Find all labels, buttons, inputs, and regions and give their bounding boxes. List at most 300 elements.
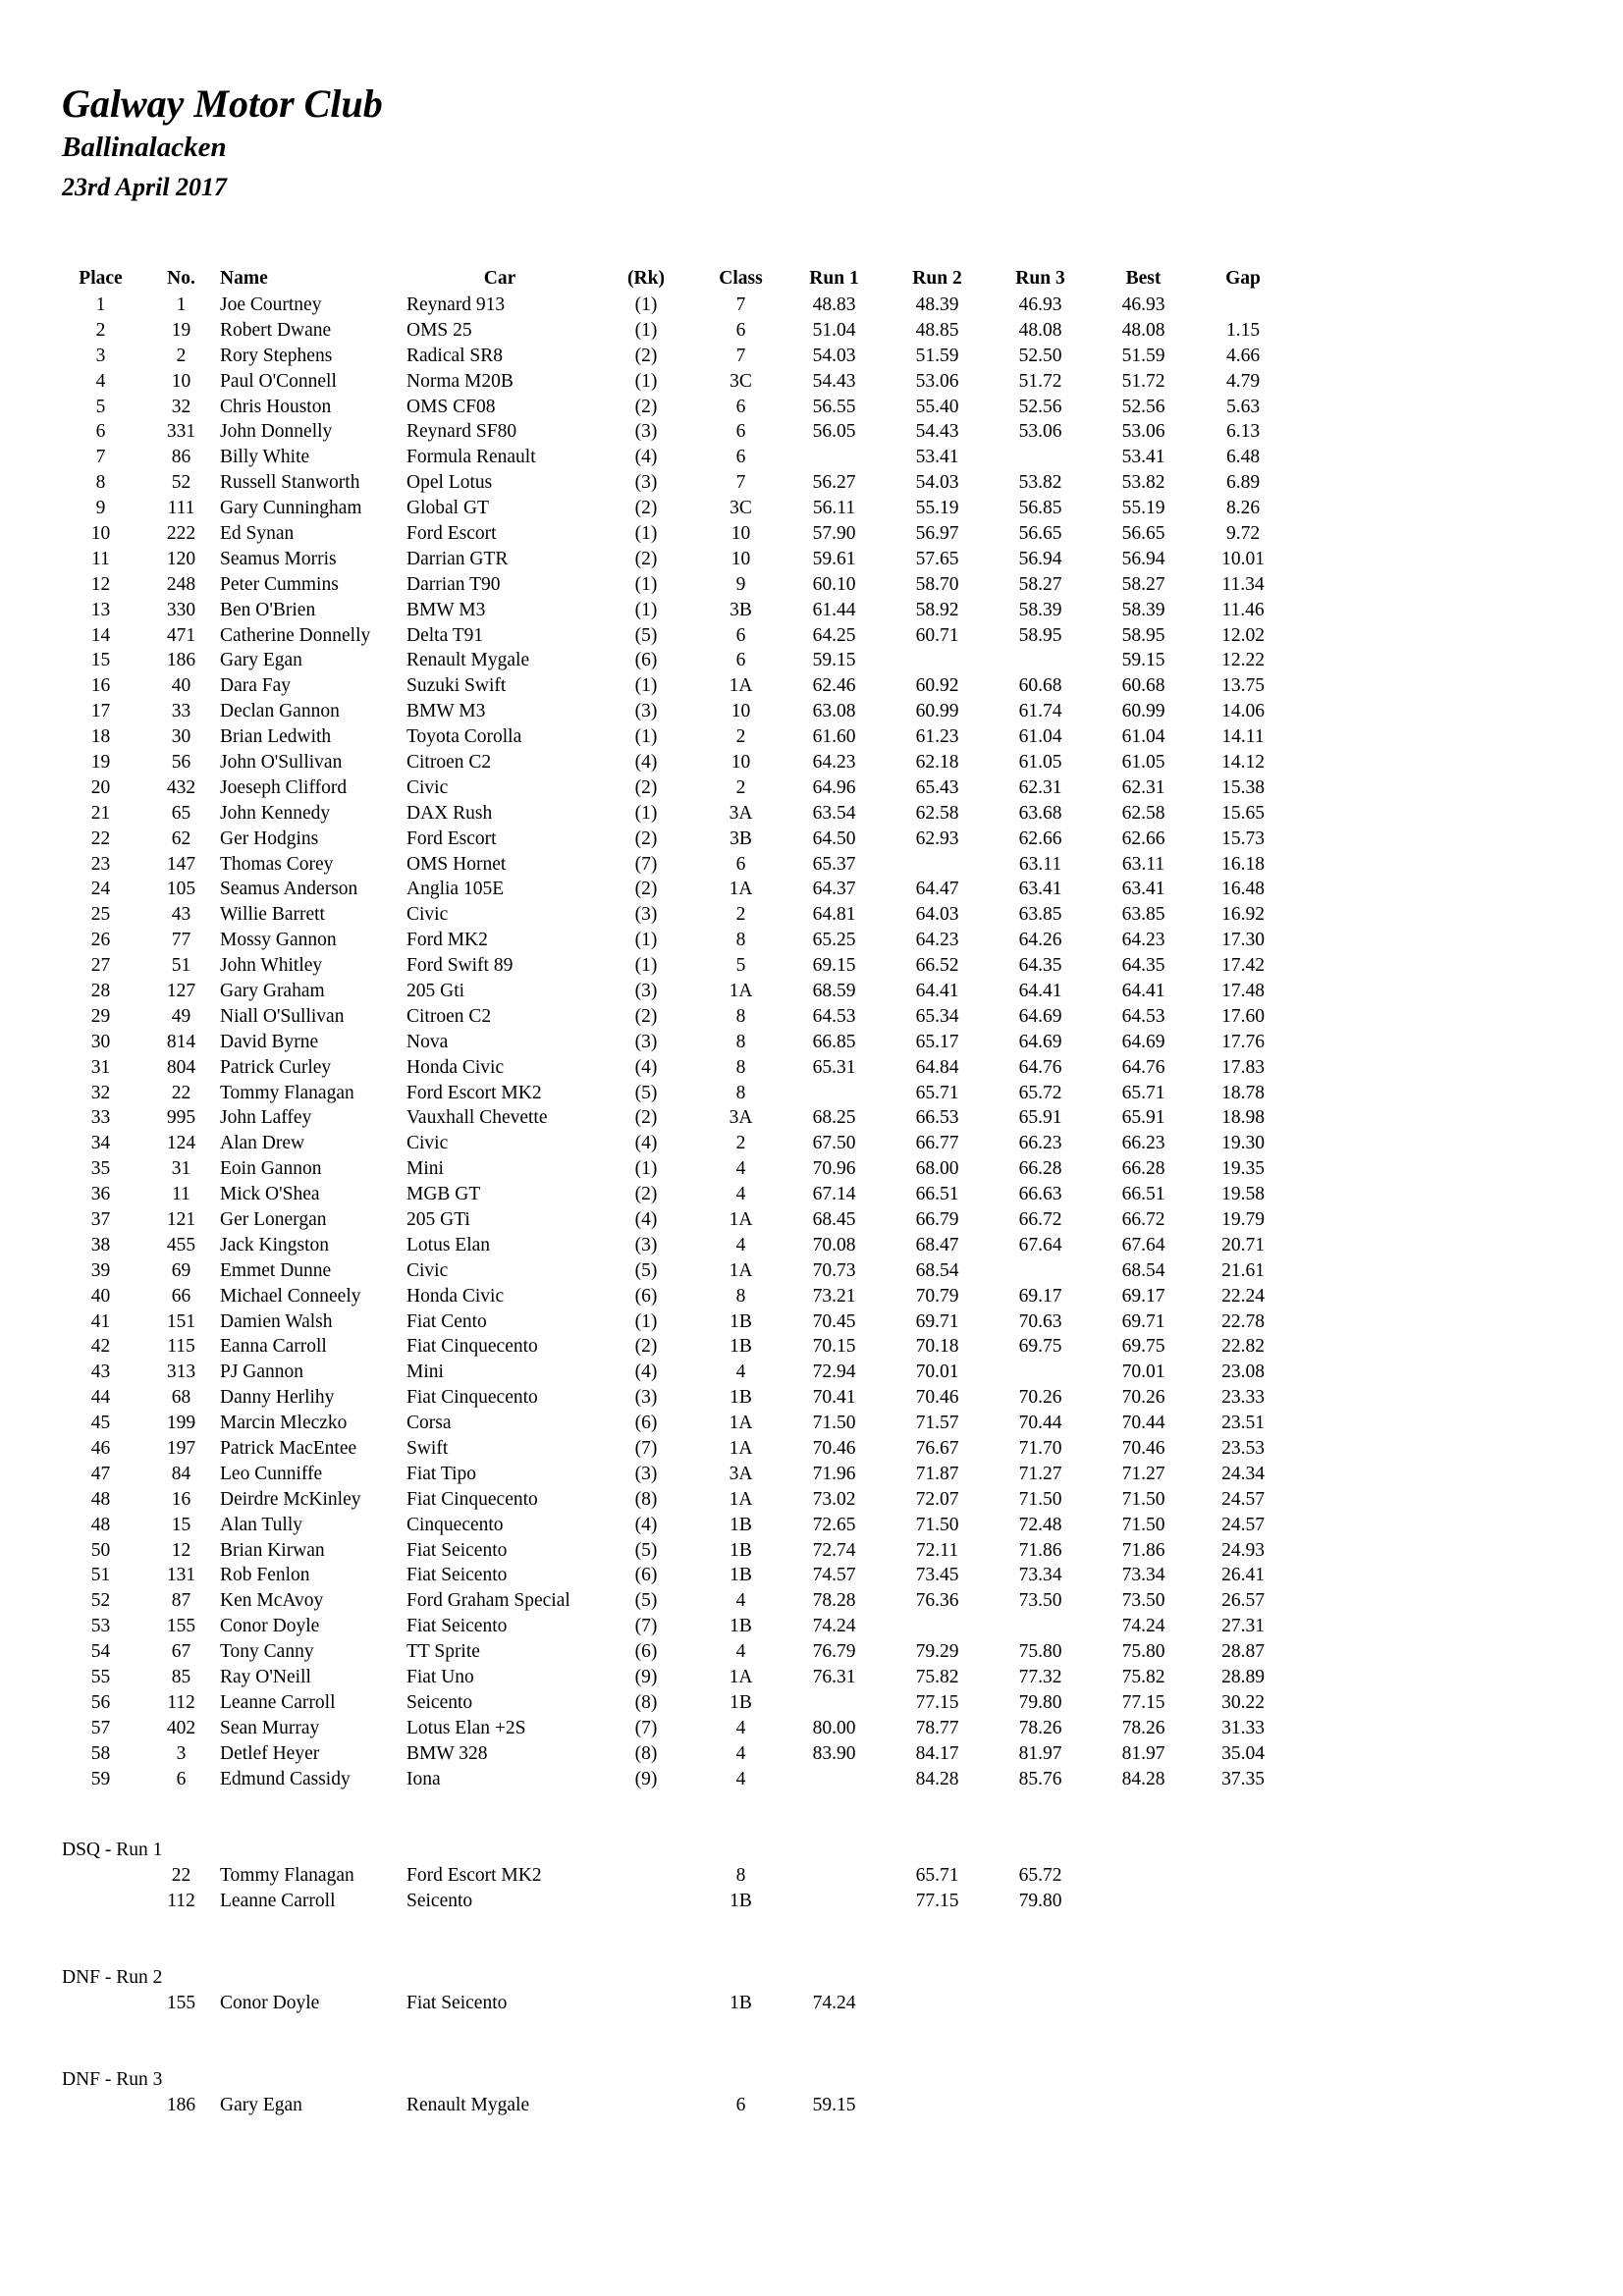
number-cell: 69 [171, 1259, 191, 1281]
run3-time-cell: 77.32 [1018, 1667, 1062, 1688]
result-row [59, 318, 1291, 344]
result-row [59, 1716, 1291, 1741]
gap-cell: 18.78 [1221, 1082, 1265, 1103]
class-rank-cell: (3) [634, 1387, 658, 1409]
class-cell: 4 [735, 1362, 746, 1383]
class-cell: 6 [735, 2094, 746, 2115]
number-cell: 31 [171, 1158, 191, 1180]
result-row [59, 293, 1291, 318]
driver-name-cell: Damien Walsh [220, 1310, 333, 1332]
class-cell: 6 [735, 319, 746, 341]
page-title: Galway Motor Club [62, 81, 383, 126]
class-cell: 1B [730, 1539, 752, 1561]
car-cell: Ford Escort MK2 [406, 1864, 542, 1886]
number-cell: 68 [171, 1387, 191, 1409]
run1-time-cell: 74.24 [812, 1992, 856, 2013]
result-row [59, 877, 1291, 902]
gap-cell: 6.89 [1225, 472, 1261, 494]
number-cell: 120 [166, 548, 196, 569]
place-cell: 50 [90, 1539, 111, 1561]
best-time-cell: 53.41 [1121, 447, 1165, 468]
best-time-cell: 69.75 [1121, 1336, 1165, 1358]
run3-time-cell: 56.94 [1018, 548, 1062, 569]
venue-subtitle: Ballinalacken [62, 132, 227, 163]
run2-time-cell: 48.39 [915, 294, 959, 315]
class-cell: 3C [730, 498, 752, 519]
run1-time-cell: 54.43 [812, 370, 856, 392]
run3-time-cell: 63.11 [1018, 853, 1062, 875]
best-time-cell: 71.50 [1121, 1488, 1165, 1510]
place-cell: 17 [90, 701, 111, 722]
car-cell: Fiat Uno [406, 1667, 474, 1688]
run3-time-cell: 56.85 [1018, 498, 1062, 519]
best-time-cell: 66.28 [1121, 1158, 1165, 1180]
gap-cell: 35.04 [1221, 1742, 1265, 1764]
run2-time-cell: 71.57 [915, 1413, 959, 1434]
class-rank-cell: (2) [634, 345, 658, 366]
place-cell: 47 [90, 1463, 111, 1484]
number-cell: 3 [176, 1742, 187, 1764]
run1-time-cell: 60.10 [812, 573, 856, 595]
class-rank-cell: (2) [634, 548, 658, 569]
run3-time-cell: 58.27 [1018, 573, 1062, 595]
run1-time-cell: 73.02 [812, 1488, 856, 1510]
car-cell: Lotus Elan [406, 1234, 491, 1255]
run3-time-cell: 70.26 [1018, 1387, 1062, 1409]
car-cell: Ford Escort [406, 522, 497, 544]
number-cell: 2 [176, 345, 187, 366]
run2-time-cell: 84.28 [915, 1768, 959, 1789]
run3-time-cell: 64.69 [1018, 1031, 1062, 1052]
class-rank-cell: (2) [634, 1005, 658, 1027]
class-rank-cell: (5) [634, 624, 658, 646]
result-row [59, 1385, 1291, 1411]
result-row [59, 470, 1291, 496]
run3-time-cell: 64.76 [1018, 1056, 1062, 1078]
class-rank-cell: (5) [634, 1539, 658, 1561]
best-time-cell: 58.39 [1121, 599, 1165, 620]
run2-time-cell: 66.77 [915, 1133, 959, 1154]
gap-cell: 16.18 [1221, 853, 1265, 875]
run3-time-cell: 71.86 [1018, 1539, 1062, 1561]
place-cell: 41 [90, 1310, 111, 1332]
number-cell: 22 [171, 1082, 191, 1103]
car-cell: Radical SR8 [406, 345, 504, 366]
class-rank-cell: (3) [634, 1463, 658, 1484]
result-row [59, 1004, 1291, 1030]
class-rank-cell: (7) [634, 1438, 658, 1460]
car-cell: Civic [406, 1259, 449, 1281]
result-row [59, 369, 1291, 395]
run1-time-cell: 72.74 [812, 1539, 856, 1561]
run3-time-cell: 51.72 [1018, 370, 1062, 392]
place-cell: 23 [90, 853, 111, 875]
run2-time-cell: 60.99 [915, 701, 959, 722]
col-header-number: No. [167, 268, 195, 289]
class-rank-cell: (1) [634, 675, 658, 697]
place-cell: 7 [95, 447, 106, 468]
run1-time-cell: 65.31 [812, 1056, 856, 1078]
run2-time-cell [886, 648, 989, 673]
class-rank-cell: (3) [634, 1234, 658, 1255]
gap-cell: 24.57 [1221, 1488, 1265, 1510]
gap-cell: 31.33 [1221, 1717, 1265, 1738]
run2-time-cell: 79.29 [915, 1641, 959, 1663]
car-cell: Fiat Cento [406, 1310, 487, 1332]
place-cell: 21 [90, 802, 111, 824]
result-row [59, 395, 1291, 420]
gap-cell: 1.15 [1225, 319, 1261, 341]
best-time-cell: 60.99 [1121, 701, 1165, 722]
driver-name-cell: Tony Canny [220, 1641, 314, 1663]
driver-name-cell: Alan Drew [220, 1133, 305, 1154]
number-cell: 155 [166, 1616, 196, 1637]
result-row [59, 1411, 1291, 1436]
gap-cell: 28.87 [1221, 1641, 1265, 1663]
run3-time-cell: 67.64 [1018, 1234, 1062, 1255]
place-cell: 25 [90, 904, 111, 926]
class-rank-cell: (9) [634, 1667, 658, 1688]
gap-cell: 8.26 [1225, 498, 1261, 519]
gap-cell: 22.24 [1221, 1285, 1265, 1307]
gap-cell: 23.08 [1221, 1362, 1265, 1383]
run3-time-cell: 60.68 [1018, 675, 1062, 697]
run1-time-cell: 51.04 [812, 319, 856, 341]
car-cell: Mini [406, 1158, 444, 1180]
class-cell: 10 [730, 701, 751, 722]
run2-time-cell: 60.71 [915, 624, 959, 646]
result-row [59, 1639, 1291, 1665]
gap-cell: 19.35 [1221, 1158, 1265, 1180]
class-rank-cell: (1) [634, 294, 658, 315]
car-cell: Seicento [406, 1890, 473, 1911]
number-cell: 199 [166, 1413, 196, 1434]
gap-cell: 20.71 [1221, 1234, 1265, 1255]
run2-time-cell: 70.18 [915, 1336, 959, 1358]
best-time-cell: 51.72 [1121, 370, 1165, 392]
driver-name-cell: Thomas Corey [220, 853, 334, 875]
col-header-car: Car [483, 268, 516, 289]
class-cell: 8 [735, 1056, 746, 1078]
run3-time-cell: 65.91 [1018, 1107, 1062, 1129]
car-cell: Honda Civic [406, 1285, 505, 1307]
car-cell: Norma M20B [406, 370, 514, 392]
class-rank-cell: (1) [634, 726, 658, 748]
result-row [59, 1564, 1291, 1589]
driver-name-cell: PJ Gannon [220, 1362, 304, 1383]
result-row [59, 827, 1291, 852]
list-item [59, 2093, 1092, 2118]
class-cell: 1B [730, 1336, 752, 1358]
best-time-cell: 64.41 [1121, 980, 1165, 1001]
run3-time-cell [989, 1991, 1092, 2016]
result-row [59, 419, 1291, 445]
place-cell: 45 [90, 1413, 111, 1434]
gap-cell: 15.38 [1221, 776, 1265, 798]
number-cell: 112 [167, 1691, 195, 1713]
run2-time-cell: 72.07 [915, 1488, 959, 1510]
class-cell: 3C [730, 370, 752, 392]
dnf-run3-label: DNF - Run 3 [62, 2069, 163, 2090]
col-header-gap: Gap [1225, 268, 1261, 289]
number-cell: 112 [167, 1890, 195, 1911]
run1-time-cell: 68.59 [812, 980, 856, 1001]
class-rank-cell: (7) [634, 1717, 658, 1738]
run3-time-cell: 71.50 [1018, 1488, 1062, 1510]
driver-name-cell: John Laffey [220, 1107, 312, 1129]
car-cell: Fiat Seicento [406, 1565, 508, 1586]
run2-time-cell: 65.71 [915, 1082, 959, 1103]
gap-cell: 22.82 [1221, 1336, 1265, 1358]
result-row [59, 445, 1291, 470]
result-row [59, 673, 1291, 699]
class-cell: 3B [730, 599, 752, 620]
driver-name-cell: Marcin Mleczko [220, 1413, 348, 1434]
run1-time-cell: 71.96 [812, 1463, 856, 1484]
col-header-rank: (Rk) [627, 268, 665, 289]
run1-time-cell: 63.54 [812, 802, 856, 824]
class-rank-cell: (9) [634, 1768, 658, 1789]
place-cell: 39 [90, 1259, 111, 1281]
driver-name-cell: Ben O'Brien [220, 599, 316, 620]
number-cell: 995 [166, 1107, 196, 1129]
run1-time-cell: 59.15 [812, 2094, 856, 2115]
gap-cell: 14.11 [1221, 726, 1265, 748]
class-cell: 6 [735, 421, 746, 443]
run2-time-cell: 65.34 [915, 1005, 959, 1027]
run1-time-cell: 72.65 [812, 1514, 856, 1535]
place-cell: 29 [90, 1005, 111, 1027]
driver-name-cell: Deirdre McKinley [220, 1488, 361, 1510]
number-cell: 115 [167, 1336, 195, 1358]
driver-name-cell: Gary Egan [220, 2094, 302, 2115]
class-rank-cell: (2) [634, 776, 658, 798]
number-cell: 49 [171, 1005, 191, 1027]
best-time-cell: 64.35 [1121, 955, 1165, 977]
result-row [59, 1462, 1291, 1487]
driver-name-cell: Emmet Dunne [220, 1259, 332, 1281]
class-cell: 8 [735, 1031, 746, 1052]
place-cell: 31 [90, 1056, 111, 1078]
run3-time-cell: 73.34 [1018, 1565, 1062, 1586]
class-cell: 4 [735, 1234, 746, 1255]
result-row [59, 1436, 1291, 1462]
gap-cell: 16.48 [1221, 879, 1265, 900]
class-rank-cell: (8) [634, 1742, 658, 1764]
driver-name-cell: Conor Doyle [220, 1616, 320, 1637]
result-row [59, 1588, 1291, 1614]
run2-time-cell: 64.84 [915, 1056, 959, 1078]
run1-time-cell: 67.14 [812, 1184, 856, 1205]
place-cell: 48 [90, 1514, 111, 1535]
run1-time-cell: 64.96 [812, 776, 856, 798]
best-time-cell: 66.51 [1121, 1184, 1165, 1205]
place-cell: 43 [90, 1362, 111, 1383]
run3-time-cell: 63.41 [1018, 879, 1062, 900]
run2-time-cell: 66.51 [915, 1184, 959, 1205]
best-time-cell: 69.17 [1121, 1285, 1165, 1307]
place-cell: 9 [95, 498, 106, 519]
run1-time-cell: 83.90 [812, 1742, 856, 1764]
best-time-cell: 62.58 [1121, 802, 1165, 824]
number-cell: 124 [166, 1133, 196, 1154]
driver-name-cell: Rob Fenlon [220, 1565, 310, 1586]
best-time-cell: 58.95 [1121, 624, 1165, 646]
class-cell: 6 [735, 447, 746, 468]
driver-name-cell: John Kennedy [220, 802, 331, 824]
car-cell: Formula Renault [406, 447, 536, 468]
class-rank-cell: (6) [634, 650, 658, 671]
run1-time-cell: 70.96 [812, 1158, 856, 1180]
class-rank-cell: (1) [634, 599, 658, 620]
class-rank-cell: (7) [634, 853, 658, 875]
car-cell: Fiat Cinquecento [406, 1387, 538, 1409]
gap-cell: 12.22 [1221, 650, 1265, 671]
best-time-cell: 61.05 [1121, 751, 1165, 773]
run3-time-cell: 64.69 [1018, 1005, 1062, 1027]
class-cell: 8 [735, 930, 746, 951]
driver-name-cell: Leo Cunniffe [220, 1463, 323, 1484]
driver-name-cell: Conor Doyle [220, 1992, 320, 2013]
driver-name-cell: Rory Stephens [220, 345, 333, 366]
run3-time-cell: 69.17 [1018, 1285, 1062, 1307]
best-time-cell: 75.80 [1121, 1641, 1165, 1663]
driver-name-cell: Danny Herlihy [220, 1387, 335, 1409]
gap-cell: 23.53 [1221, 1438, 1265, 1460]
car-cell: Fiat Cinquecento [406, 1488, 538, 1510]
place-cell: 38 [90, 1234, 111, 1255]
gap-cell: 19.30 [1221, 1133, 1265, 1154]
run2-time-cell: 65.17 [915, 1031, 959, 1052]
class-cell: 6 [735, 650, 746, 671]
place-cell: 5 [95, 396, 106, 417]
col-header-best: Best [1125, 268, 1162, 289]
run2-time-cell: 72.11 [915, 1539, 959, 1561]
number-cell: 127 [166, 980, 196, 1001]
run1-time-cell: 70.46 [812, 1438, 856, 1460]
car-cell: Honda Civic [406, 1056, 505, 1078]
run1-time-cell [783, 1690, 886, 1716]
best-time-cell: 64.76 [1121, 1056, 1165, 1078]
driver-name-cell: Gary Egan [220, 650, 302, 671]
car-cell: Darrian GTR [406, 548, 509, 569]
number-cell: 151 [166, 1310, 196, 1332]
run2-time-cell: 68.00 [915, 1158, 959, 1180]
class-rank-cell: (6) [634, 1565, 658, 1586]
run1-time-cell [783, 1081, 886, 1106]
class-cell: 4 [735, 1184, 746, 1205]
number-cell: 67 [171, 1641, 191, 1663]
class-rank-cell: (2) [634, 1184, 658, 1205]
car-cell: Ford Graham Special [406, 1590, 570, 1612]
class-cell: 7 [735, 294, 746, 315]
run2-time-cell: 70.01 [915, 1362, 959, 1383]
result-row [59, 775, 1291, 801]
run2-time-cell: 66.53 [915, 1107, 959, 1129]
car-cell: Reynard SF80 [406, 421, 517, 443]
best-time-cell: 71.50 [1121, 1514, 1165, 1535]
list-item [59, 1863, 1092, 1889]
run1-time-cell: 56.11 [812, 498, 856, 519]
car-cell: Darrian T90 [406, 573, 501, 595]
class-cell: 2 [735, 1133, 746, 1154]
place-cell: 3 [95, 345, 106, 366]
best-time-cell: 63.85 [1121, 904, 1165, 926]
car-cell: OMS 25 [406, 319, 472, 341]
number-cell: 147 [166, 853, 196, 875]
class-cell: 4 [735, 1641, 746, 1663]
number-cell: 222 [166, 522, 196, 544]
run1-time-cell: 72.94 [812, 1362, 856, 1383]
best-time-cell: 64.69 [1121, 1031, 1165, 1052]
best-time-cell: 67.64 [1121, 1234, 1165, 1255]
result-row [59, 547, 1291, 572]
run2-time-cell: 73.45 [915, 1565, 959, 1586]
run1-time-cell: 57.90 [812, 522, 856, 544]
class-rank-cell: (6) [634, 1641, 658, 1663]
class-rank-cell: (3) [634, 701, 658, 722]
result-row [59, 1309, 1291, 1335]
place-cell: 15 [90, 650, 111, 671]
driver-name-cell: Seamus Morris [220, 548, 337, 569]
class-cell: 1A [729, 980, 753, 1001]
class-cell: 2 [735, 904, 746, 926]
run2-time-cell: 65.43 [915, 776, 959, 798]
gap-cell: 22.78 [1221, 1310, 1265, 1332]
run1-time-cell: 64.81 [812, 904, 856, 926]
driver-name-cell: Robert Dwane [220, 319, 332, 341]
class-rank-cell: (5) [634, 1590, 658, 1612]
gap-cell: 9.72 [1225, 522, 1261, 544]
run3-time-cell: 61.04 [1018, 726, 1062, 748]
run1-time-cell: 76.79 [812, 1641, 856, 1663]
run1-time-cell: 70.45 [812, 1310, 856, 1332]
run2-time-cell [886, 1614, 989, 1639]
run3-time-cell: 63.85 [1018, 904, 1062, 926]
result-row [59, 1233, 1291, 1258]
best-time-cell: 56.65 [1121, 522, 1165, 544]
run2-time-cell: 68.54 [915, 1259, 959, 1281]
class-cell: 1B [730, 1565, 752, 1586]
run2-time-cell: 56.97 [915, 522, 959, 544]
driver-name-cell: Willie Barrett [220, 904, 325, 926]
class-cell: 7 [735, 472, 746, 494]
place-cell: 57 [90, 1717, 111, 1738]
driver-name-cell: Mick O'Shea [220, 1184, 320, 1205]
number-cell: 77 [171, 930, 191, 951]
run1-time-cell: 56.55 [812, 396, 856, 417]
class-cell: 1B [730, 1992, 752, 2013]
result-row [59, 1360, 1291, 1385]
run3-time-cell [989, 1614, 1092, 1639]
spacer-cell [59, 1863, 142, 1889]
gap-cell: 4.66 [1225, 345, 1261, 366]
run1-time-cell: 64.50 [812, 828, 856, 849]
place-cell: 30 [90, 1031, 111, 1052]
run1-time-cell: 61.44 [812, 599, 856, 620]
run2-time-cell: 68.47 [915, 1234, 959, 1255]
best-time-cell: 63.41 [1121, 879, 1165, 900]
class-rank-cell: (8) [634, 1691, 658, 1713]
driver-name-cell: Sean Murray [220, 1717, 320, 1738]
driver-name-cell: John Donnelly [220, 421, 333, 443]
best-time-cell: 64.53 [1121, 1005, 1165, 1027]
dsq-run1-body [59, 1863, 1092, 1914]
driver-name-cell: Russell Stanworth [220, 472, 360, 494]
run2-time-cell: 76.36 [915, 1590, 959, 1612]
place-cell: 11 [91, 548, 110, 569]
class-cell: 1A [729, 1488, 753, 1510]
